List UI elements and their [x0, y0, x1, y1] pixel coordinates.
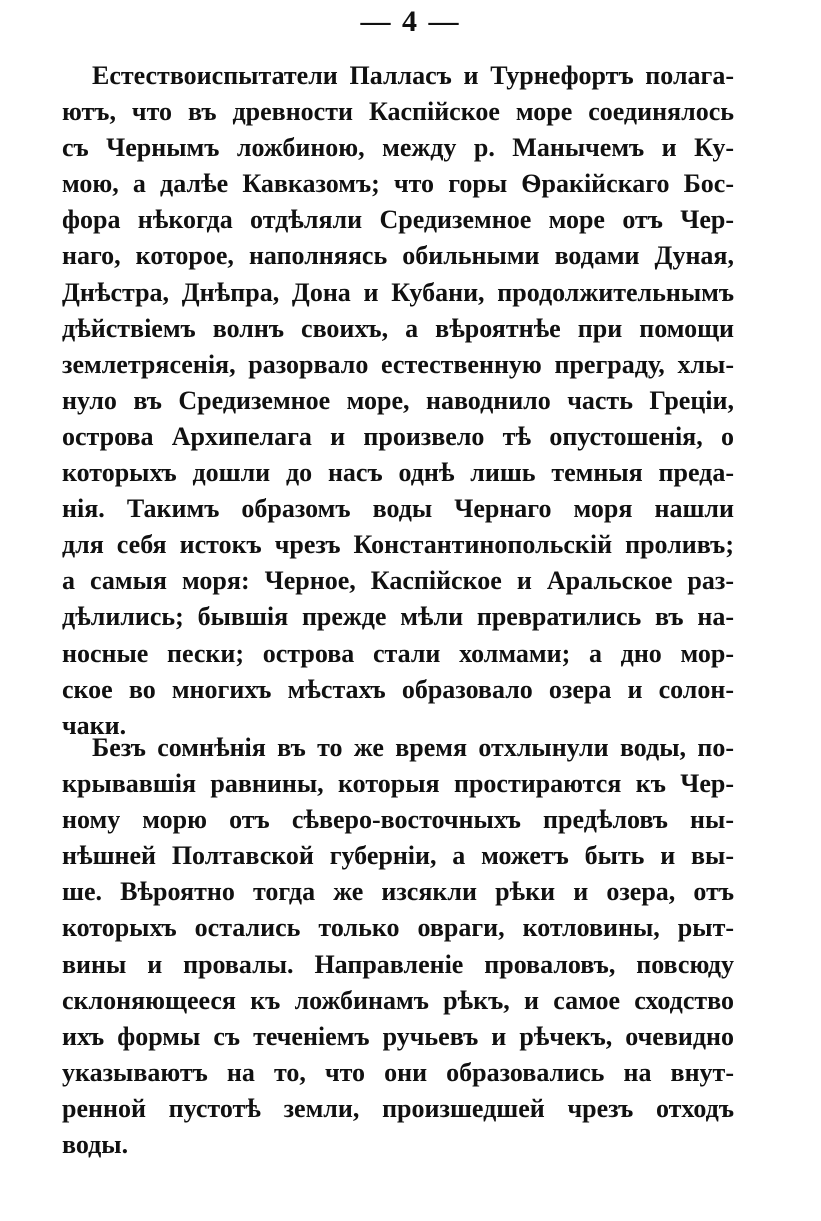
text-line: ше. Вѣроятно тогда же изсякли рѣки и озера, отъ — [62, 877, 734, 907]
text-line: наго, которое, наполняясь обильными водами Дуная, — [62, 241, 734, 271]
text-line: ское во многихъ мѣстахъ образовало озера и солон- — [62, 674, 734, 704]
text-line: крывавшія равнины, которыя простираются къ Чер- — [62, 769, 734, 799]
text-line: ютъ, что въ древности Каспійское море соединялось — [62, 97, 734, 127]
text-line: Днѣстра, Днѣпра, Дона и Кубани, продолжительнымъ — [62, 277, 734, 307]
paragraph-1 — [62, 58, 734, 744]
text-line: Естествоиспытатели Палласъ и Турнефортъ полага- — [92, 61, 734, 90]
text-line: дѣлились; бывшія прежде мѣли превратились въ на- — [62, 602, 734, 632]
text-line: нѣшней Полтавской губерніи, а можетъ быть и вы- — [62, 841, 734, 871]
text-line: вины и провалы. Направленіе проваловъ, повсюду — [62, 949, 734, 979]
text-line: указываютъ на то, что они образовались на внут- — [62, 1057, 734, 1087]
text-line: склоняющееся къ ложбинамъ рѣкъ, и самое сходство — [62, 985, 734, 1015]
text-line: землетрясенія, разорвало естественную преграду, хлы- — [62, 349, 734, 379]
text-line: воды. — [62, 1130, 129, 1160]
text-line: острова Архипелага и произвело тѣ опустошенія, о — [62, 421, 734, 451]
text-line: ихъ формы съ теченіемъ ручьевъ и рѣчекъ, очевидно — [62, 1021, 734, 1051]
page-number: — 4 — — [360, 5, 461, 38]
text-line: дѣйствіемъ волнъ своихъ, а вѣроятнѣе при помощи — [62, 313, 734, 343]
paragraph-2 — [62, 730, 734, 1163]
text-line: которыхъ остались только овраги, котловины, рыт- — [62, 913, 734, 943]
text-line: для себя истокъ чрезъ Константинопольскій проливъ; — [62, 530, 734, 560]
text-line: которыхъ дошли до насъ однѣ лишь темныя преда- — [62, 458, 734, 488]
text-line: носные пески; острова стали холмами; а дно мор- — [62, 638, 734, 668]
text-line: а самыя моря: Черное, Каспійское и Аральское раз- — [62, 566, 734, 596]
text-line: фора нѣкогда отдѣляли Средиземное море отъ Чер- — [62, 205, 734, 235]
text-line: чаки. — [62, 710, 127, 740]
text-line: мою, а далѣе Кавказомъ; что горы Ѳракійскаго Бос- — [62, 169, 734, 199]
text-line: Безъ сомнѣнія въ то же время отхлынули воды, по- — [92, 733, 734, 762]
text-line: ренной пустотѣ земли, произшедшей чрезъ отходъ — [62, 1093, 734, 1123]
text-line: съ Чернымъ ложбиною, между р. Манычемъ и Ку- — [62, 133, 734, 163]
text-line: нія. Такимъ образомъ воды Чернаго моря нашли — [62, 494, 734, 524]
text-line: ному морю отъ сѣверо-восточныхъ предѣловъ ны- — [62, 805, 734, 835]
text-line: нуло въ Средиземное море, наводнило часть Греціи, — [62, 385, 734, 415]
